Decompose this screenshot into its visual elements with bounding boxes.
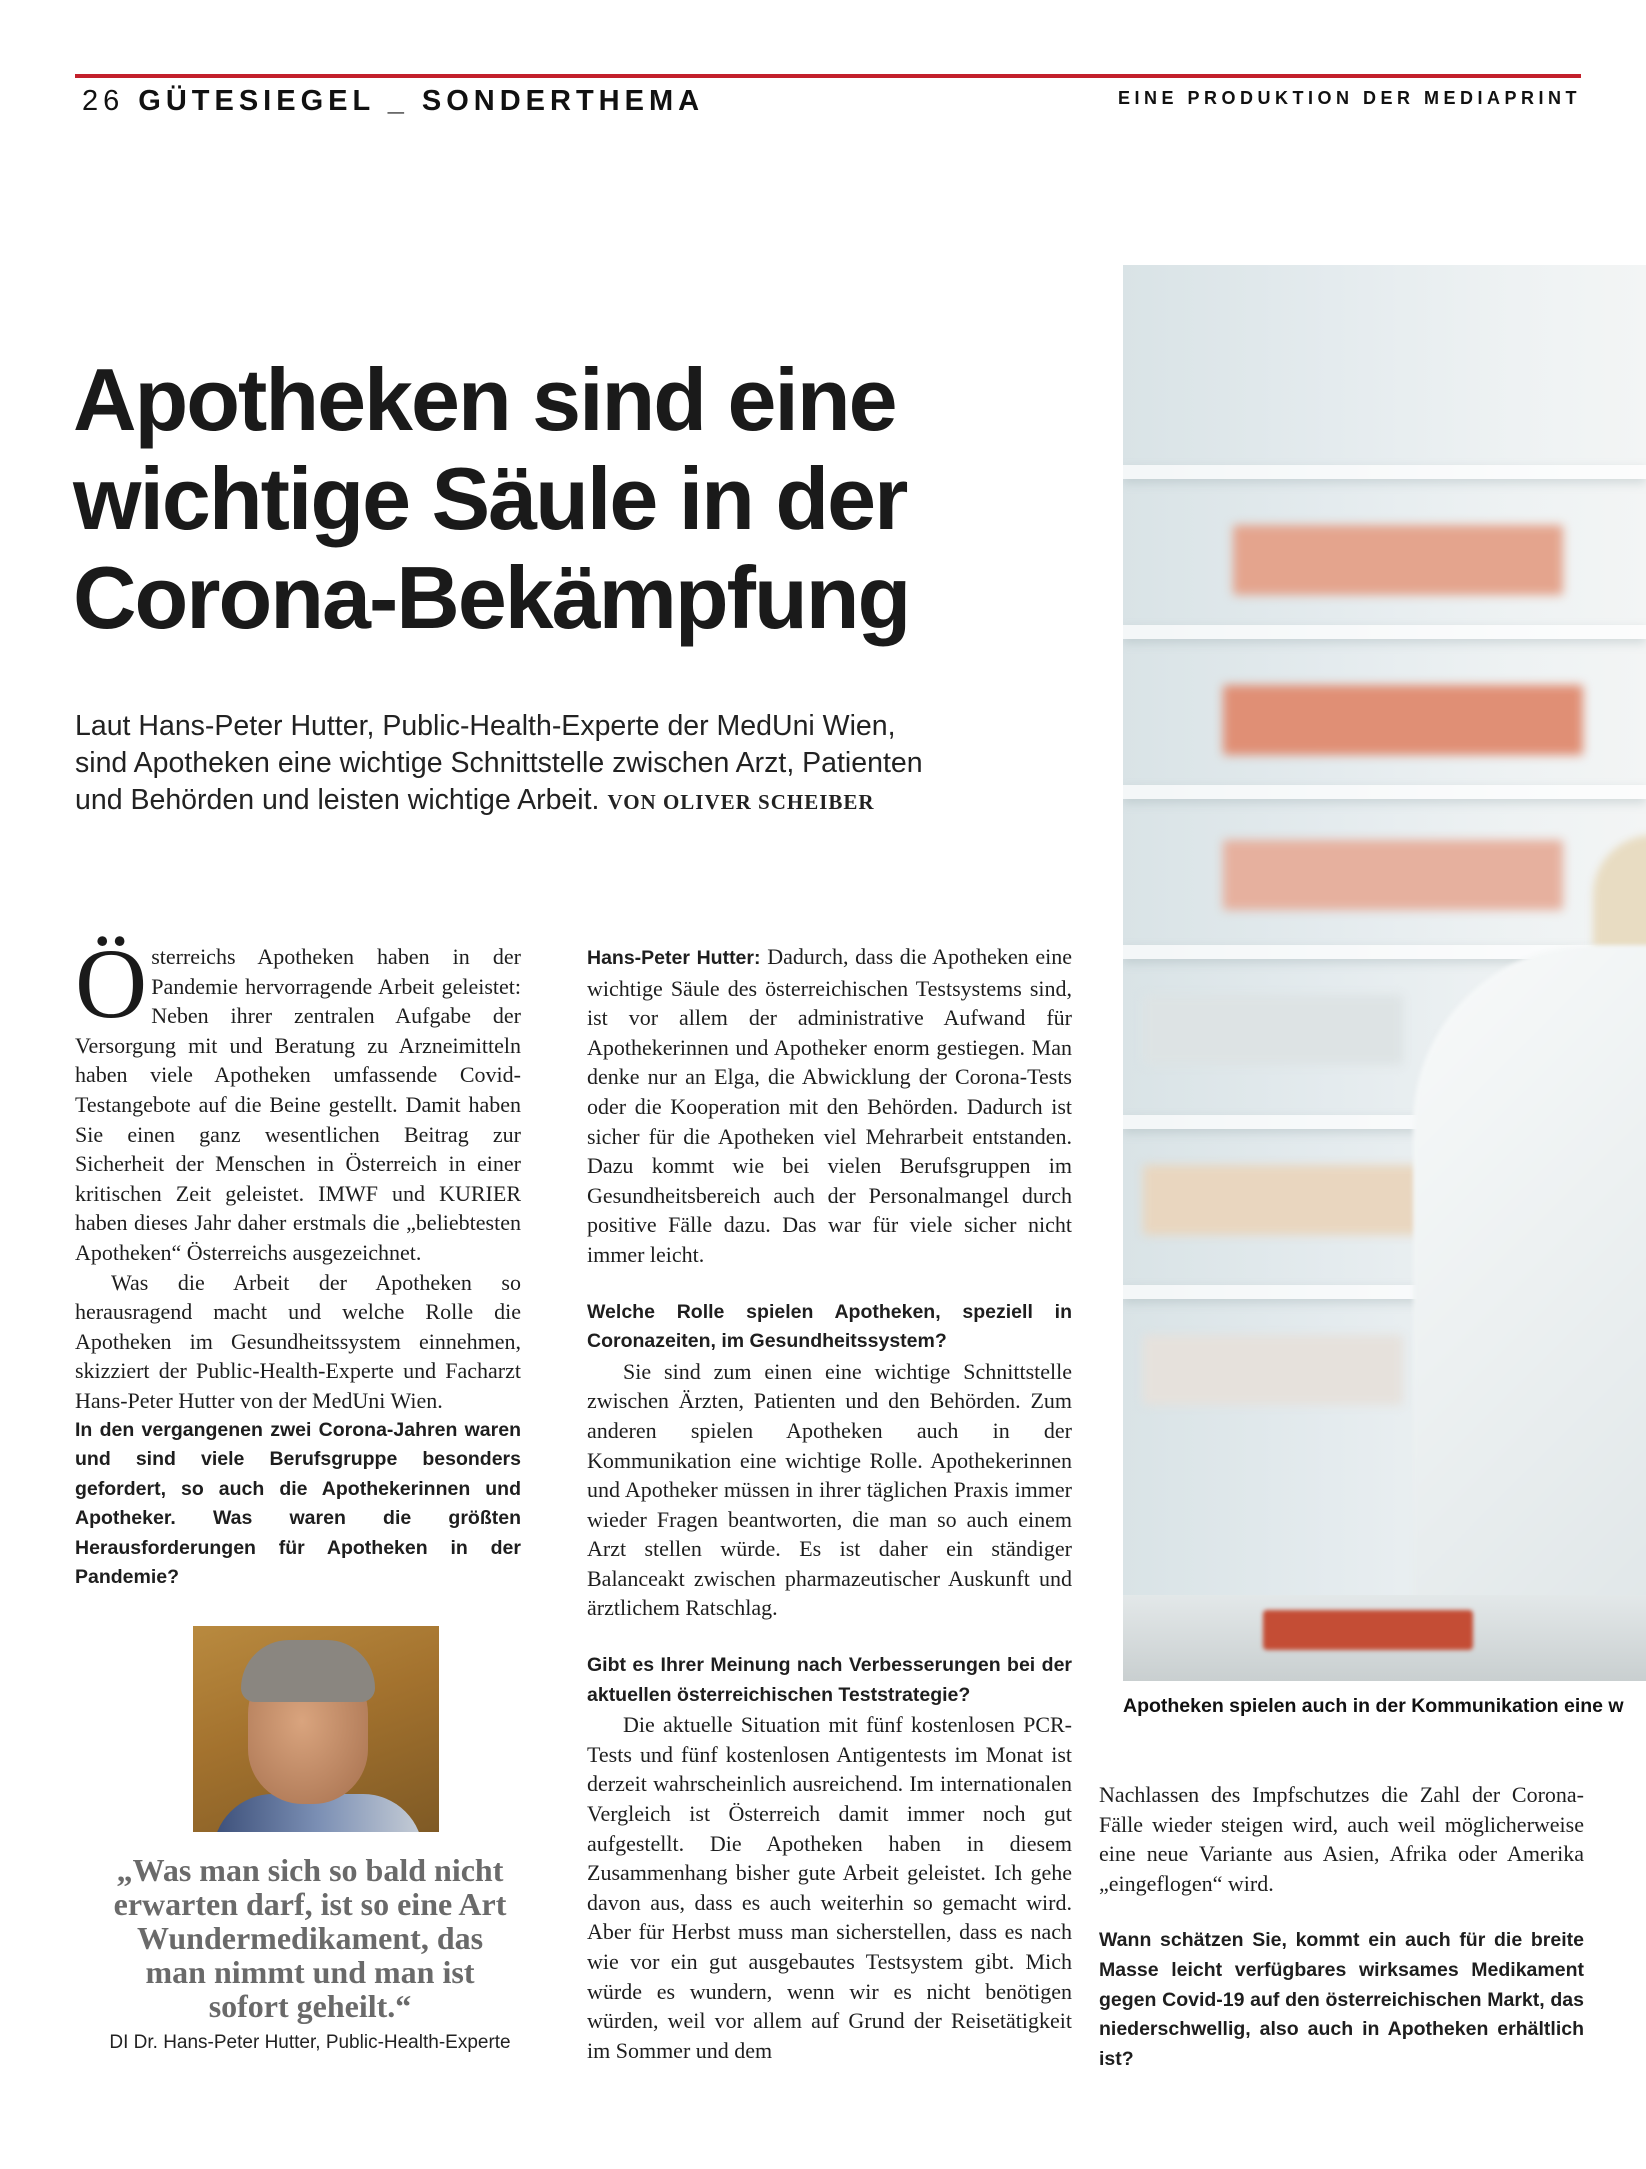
shelf bbox=[1123, 785, 1646, 799]
pharmacy-photo bbox=[1123, 265, 1646, 1681]
lead-line-last bbox=[75, 782, 1055, 821]
shelf-products bbox=[1143, 995, 1403, 1065]
answer-paragraph: Sie sind zum einen eine wichtige Schnittstelle zwischen Ärzten, Patienten und den Behörden. Zum anderen spielen Apotheken auch in der Kommunikation eine wichtige Rolle. Apothekerinnen und Apotheker müssen in ihrer täglichen Praxis immer wieder Fragen beantworten, die man so auch einem Arzt stellen würde. Es ist daher ein ständiger Balanceakt zwischen pharmazeutischer Auskunft und ärztlichem Ratschlag. bbox=[587, 1358, 1072, 1621]
shelf-products bbox=[1143, 1335, 1403, 1405]
lead-line: sind Apotheken eine wichtige Schnittstelle zwischen Arzt, Patienten bbox=[75, 747, 923, 779]
page-section-label bbox=[82, 85, 704, 118]
byline: VON OLIVER SCHEIBER bbox=[607, 790, 875, 814]
headline-line: Apotheken sind eine bbox=[73, 350, 896, 449]
intro-paragraph bbox=[75, 928, 521, 1268]
speaker-label: Hans-Peter Hutter: bbox=[587, 947, 761, 969]
portrait-photo bbox=[193, 1626, 439, 1832]
article-column-1 bbox=[75, 928, 521, 1593]
lead-paragraph bbox=[75, 708, 1055, 821]
article-column-2 bbox=[587, 942, 1072, 2065]
pull-quote-line: Wundermedikament, das bbox=[136, 1920, 484, 1956]
intro-text: sterreichs Apotheken haben in der Pandemie hervorragende Arbeit geleistet: Neben ihrer zentralen Aufgabe der Versorgung mit und Beratung zu Arzneimitteln haben viele Apotheken umfassende Covid-Testangebote auf die Beine gestellt. Damit haben Sie einen ganz wesentlichen Beitrag zur Sicherheit der Menschen in Österreich in einer kritischen Zeit geleistet. IMWF und KURIER haben dieses Jahr daher erstmals die „beliebtesten Apotheken“ Österreichs ausgezeichnet. bbox=[75, 944, 521, 1265]
shelf bbox=[1123, 625, 1646, 639]
shelf-products bbox=[1223, 840, 1563, 910]
pull-quote-line: man nimmt und man ist bbox=[145, 1954, 475, 1990]
shelf-products bbox=[1143, 1165, 1423, 1235]
pull-quote-line: sofort geheilt.“ bbox=[208, 1988, 412, 2024]
answer-paragraph: Die aktuelle Situation mit fünf kostenlosen PCR-Tests und fünf kostenlosen Antigentests im Monat ist derzeit wahrscheinlich ausreichend. Im internationalen Vergleich ist Österreich damit immer noch gut aufgestellt. Die Apotheken haben in diesem Zusammenhang bisher gute Arbeit geleistet. Ich gehe davon aus, dass es auch weiterhin so gemacht wird. Aber für Herbst muss man sicherstellen, dass es nach wie vor ein gut ausgebautes Testsystem gibt. Mich würde es wundern, wenn wir es nicht benötigen würden, weil vor allem auf Grund der Reisetätigkeit im Sommer und dem bbox=[587, 1712, 1072, 2063]
production-credit: EINE PRODUKTION DER MEDIAPRINT bbox=[1117, 88, 1581, 108]
dropcap: Ö bbox=[75, 928, 148, 1039]
answer-paragraph: Nachlassen des Impfschutzes die Zahl der Corona-Fälle wieder steigen wird, auch weil möglicherweise eine neue Variante aus Asien, Afrika oder Amerika „eingeflogen“ wird. bbox=[1099, 1782, 1584, 1896]
interview-question: Gibt es Ihrer Meinung nach Verbesserungen bei der aktuellen österreichischen Teststrategie? bbox=[587, 1654, 1072, 1706]
pharmacist-coat bbox=[1413, 945, 1646, 1681]
pull-quote bbox=[80, 1853, 540, 2023]
page-number: 26 bbox=[82, 85, 125, 117]
shelf bbox=[1123, 465, 1646, 479]
portrait-hair bbox=[241, 1640, 375, 1702]
lead-line-text: und Behörden und leisten wichtige Arbeit. bbox=[75, 784, 600, 816]
interview-question: In den vergangenen zwei Corona-Jahren waren und sind viele Berufsgruppe besonders gefordert, so auch die Apothekerinnen und Apotheker. Was waren die größten Herausforderungen für Apotheken in der Pandemie? bbox=[75, 1418, 521, 1589]
header-rule bbox=[75, 74, 1581, 78]
answer-text: Dadurch, dass die Apotheken eine wichtige Säule des österreichischen Testsystems sind, ist vor allem der administrative Aufwand für Apothekerinnen und Apotheker enorm gestiegen. Man denke nur an Elga, die Abwicklung der Corona-Tests oder die Kooperation mit den Behörden. Dadurch ist sicher für die Apotheken viel Mehrarbeit entstanden. Dazu kommt wie bei vielen Berufsgruppen im Gesundheitsbereich auch der Personalmangel durch positive Fälle dazu. Das war für viele sicher nicht immer leicht. bbox=[587, 944, 1073, 1267]
article-column-3 bbox=[1099, 1780, 1584, 2074]
counter-boxes bbox=[1263, 1610, 1473, 1650]
photo-caption: Apotheken spielen auch in der Kommunikation eine w bbox=[1123, 1695, 1624, 1717]
headline-line: Corona-Bekämpfung bbox=[73, 548, 910, 647]
interview-question: Wann schätzen Sie, kommt ein auch für die breite Masse leicht verfügbares wirksames Medikament gegen Covid-19 auf den österreichischen Markt, das niederschwellig, also auch in Apotheken erhältlich ist? bbox=[1099, 1929, 1584, 2070]
answer-paragraph bbox=[587, 942, 1072, 1270]
lead-line: Laut Hans-Peter Hutter, Public-Health-Experte der MedUni Wien, bbox=[75, 710, 896, 742]
body-paragraph: Was die Arbeit der Apotheken so herausragend macht und welche Rolle die Apotheken im Gesundheitssystem einnehmen, skizziert der Public-Health-Experte und Facharzt Hans-Peter Hutter von der MedUni Wien. bbox=[75, 1269, 521, 1413]
pull-quote-line: erwarten darf, ist so eine Art bbox=[113, 1886, 507, 1922]
section-title: GÜTESIEGEL _ SONDERTHEMA bbox=[138, 85, 705, 117]
quote-author: DI Dr. Hans-Peter Hutter, Public-Health-Experte bbox=[109, 2032, 511, 2053]
interview-question: Welche Rolle spielen Apotheken, speziell in Coronazeiten, im Gesundheitssystem? bbox=[587, 1300, 1072, 1353]
shelf-products bbox=[1233, 525, 1563, 595]
shelf-products bbox=[1223, 685, 1583, 755]
pull-quote-line: „Was man sich so bald nicht bbox=[116, 1852, 504, 1888]
headline bbox=[73, 350, 1073, 647]
headline-line: wichtige Säule in der bbox=[73, 449, 907, 548]
